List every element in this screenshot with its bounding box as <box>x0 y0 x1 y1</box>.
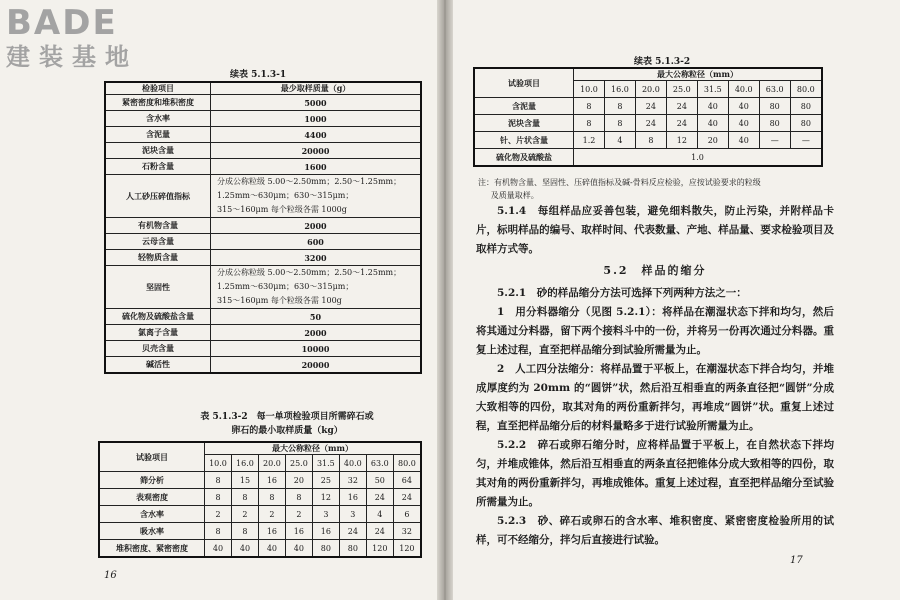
logo-wordmark: BADE <box>6 3 118 43</box>
table1 <box>104 81 422 374</box>
table3-cell-value: 8 <box>604 115 635 132</box>
table2-cell-value: 2 <box>231 506 258 523</box>
table2-cell-item: 表观密度 <box>99 489 205 506</box>
table3-note-line1: 注：有机物含量、坚固性、压碎值指标及碱-骨料反应检验，应按试验要求的粒级 <box>478 178 761 187</box>
table2-row <box>99 472 421 489</box>
section-5-1-4 <box>476 202 834 259</box>
table2-cell-item: 吸水率 <box>99 523 205 540</box>
table2-cell-value: 50 <box>366 472 393 489</box>
table1-cell-item: 硫化物及硫酸盐含量 <box>105 309 211 325</box>
table2-size-header: 16.0 <box>231 455 258 472</box>
table2-row <box>99 523 421 540</box>
table3-row <box>474 132 822 149</box>
table2-size-header: 25.0 <box>285 455 312 472</box>
table3-cell-value: — <box>790 132 822 149</box>
table2-cell-value: 2 <box>205 506 232 523</box>
para-5-2-3: 5.2.3 砂、碎石或卵石的含水率、堆积密度、紧密密度检验所用的试样，可不经缩分，拌匀后直接进行试验。 <box>476 515 834 546</box>
table2-cell-value: 16 <box>285 523 312 540</box>
table2-cell-value: 15 <box>231 472 258 489</box>
table2 <box>98 441 422 558</box>
table1-row <box>105 325 421 341</box>
table1-row <box>105 266 421 309</box>
table1-row <box>105 95 421 111</box>
table1-cell-value: 50 <box>211 309 422 325</box>
table2-cell-value: 4 <box>366 506 393 523</box>
table1-cell-value: 4400 <box>211 127 422 143</box>
book-gutter <box>437 0 453 600</box>
table3-note-line2: 及质量取样。 <box>490 191 539 200</box>
table3-cell-value: 8 <box>574 115 605 132</box>
table3-cell-value: 80 <box>790 98 822 115</box>
table1-row <box>105 127 421 143</box>
table1-cell-value: 600 <box>211 234 422 250</box>
table2-cell-value: 12 <box>312 489 339 506</box>
para-5-2-1-item1: 1 用分料器缩分（见图 5.2.1）：将样品在潮湿状态下拌和均匀，然后将其通过分料器，留下两个接料斗中的一份，并将另一份再次通过分料器。重复上述过程，直至把样品缩分到试验所需量为止。 <box>476 306 834 356</box>
table2-caption-line2: 卵石的最小取样质量（kg） <box>231 426 343 436</box>
table1-cell-item: 有机物含量 <box>105 218 211 234</box>
table3-size-header: 10.0 <box>574 81 605 98</box>
table3-cell-item: 泥块含量 <box>474 115 574 132</box>
table3-cell-value: 80 <box>790 115 822 132</box>
para-5-2-1: 5.2.1 砂的样品缩分方法可选择下列两种方法之一： <box>497 287 747 299</box>
table2-header-group: 最大公称粒径（mm） <box>205 442 422 455</box>
section-5-2-body <box>476 284 834 550</box>
table1-cell-value-line: 315～160μm 每个粒级各需 100g <box>217 296 342 305</box>
table1-cell-value-line: 分成公称粒级 5.00～2.50mm；2.50～1.25mm； <box>217 177 402 186</box>
table1-cell-item: 含泥量 <box>105 127 211 143</box>
table2-cell-item: 堆积密度、紧密密度 <box>99 540 205 558</box>
table3-cell-value: 80 <box>759 98 790 115</box>
table2-cell-value: 16 <box>339 489 366 506</box>
table1-row <box>105 234 421 250</box>
table1-cell-value-line: 分成公称粒级 5.00～2.50mm；2.50～1.25mm； <box>217 268 402 277</box>
table2-row <box>99 540 421 558</box>
logo-subtitle: 建装基地 <box>6 43 138 71</box>
table1-row <box>105 309 421 325</box>
table2-cell-value: 25 <box>312 472 339 489</box>
table3-cell-value: 8 <box>635 132 666 149</box>
table2-cell-value: 24 <box>366 523 393 540</box>
table2-cell-value: 16 <box>312 523 339 540</box>
table3-cell-value: 80 <box>759 115 790 132</box>
table2-cell-value: 40 <box>231 540 258 558</box>
table3-row <box>474 98 822 115</box>
table3-merged-value: 1.0 <box>574 149 823 167</box>
table2-cell-value: 6 <box>393 506 421 523</box>
para-5-2-1-item2: 2 人工四分法缩分：将样品置于平板上，在潮湿状态下拌合均匀，并堆成厚度约为 20mm 的“圆饼”状，然后沿互相垂直的两条直径把“圆饼”分成大致相等的四份，取其对角的两份重新拌匀，再堆成“圆饼”状。重复上述过程，直至把样品缩分后的材料量略多于进行试验所需量为止。 <box>476 363 834 432</box>
section-heading-5-2: 5.2 样品的缩分 <box>603 264 707 277</box>
table2-cell-value: 16 <box>258 523 285 540</box>
table3-note <box>478 176 828 202</box>
table3-cell-value: — <box>759 132 790 149</box>
table2-cell-value: 120 <box>366 540 393 558</box>
table2-cell-value: 24 <box>339 523 366 540</box>
table3-cell-value: 40 <box>728 98 759 115</box>
table1-cell-value: 2000 <box>211 325 422 341</box>
para-5-1-4: 5.1.4 每组样品应妥善包装，避免细料散失，防止污染，并附样品卡片，标明样品的编号、取样时间、代表数量、产地、样品量、要求检验项目及取样方式等。 <box>476 205 834 255</box>
table2-cell-value: 8 <box>231 523 258 540</box>
table2-cell-value: 64 <box>393 472 421 489</box>
table2-cell-value: 40 <box>258 540 285 558</box>
table3-cell-value: 24 <box>635 98 666 115</box>
table3-caption: 续表 5.1.3-2 <box>634 57 691 67</box>
table3-header-group: 最大公称粒径（mm） <box>574 68 823 81</box>
para-5-2-2: 5.2.2 碎石或卵石缩分时，应将样品置于平板上，在自然状态下拌均匀，并堆成锥体，然后沿互相垂直的两条直径把锥体分成大致相等的四份，取其对角的两份重新拌匀，再堆成锥体。重复上述过程，直至把样品缩分至试验所需量为止。 <box>476 439 834 508</box>
table3-cell-value: 40 <box>697 98 728 115</box>
table3-size-header: 63.0 <box>759 81 790 98</box>
table2-cell-value: 80 <box>312 540 339 558</box>
table2-cell-value: 2 <box>258 506 285 523</box>
table3-size-header: 80.0 <box>790 81 822 98</box>
table3-size-header: 16.0 <box>604 81 635 98</box>
table1-cell-item: 含水率 <box>105 111 211 127</box>
table3-merged-item: 硫化物及硫酸盐 <box>474 149 574 167</box>
table1-cell-value: 1600 <box>211 159 422 175</box>
table1-row <box>105 250 421 266</box>
table2-cell-item: 筛分析 <box>99 472 205 489</box>
table2-cell-value: 32 <box>339 472 366 489</box>
table1-cell-item: 紧密密度和堆积密度 <box>105 95 211 111</box>
table2-cell-value: 80 <box>339 540 366 558</box>
table1-cell-item: 云母含量 <box>105 234 211 250</box>
table3-row-sulfide <box>474 149 822 167</box>
table3-cell-value: 4 <box>604 132 635 149</box>
table2-cell-value: 8 <box>285 489 312 506</box>
table3-size-header: 25.0 <box>666 81 697 98</box>
table2-cell-value: 8 <box>258 489 285 506</box>
table3 <box>473 67 823 167</box>
table2-size-header: 10.0 <box>205 455 232 472</box>
table1-cell-item: 氯离子含量 <box>105 325 211 341</box>
table3-cell-value: 8 <box>604 98 635 115</box>
table1-cell-value-line: 315～160μm 每个粒级各需 1000g <box>217 205 347 214</box>
table3-row <box>474 115 822 132</box>
table2-cell-value: 3 <box>339 506 366 523</box>
table1-cell-value: 20000 <box>211 357 422 374</box>
table2-cell-value: 8 <box>205 523 232 540</box>
table2-cell-item: 含水率 <box>99 506 205 523</box>
table1-cell-item: 碱活性 <box>105 357 211 374</box>
table1-cell-value: 2000 <box>211 218 422 234</box>
table2-cell-value: 32 <box>393 523 421 540</box>
table1-cell-value-line: 1.25mm～630μm；630～315μm； <box>217 282 354 291</box>
table1-row <box>105 341 421 357</box>
table3-cell-value: 40 <box>728 115 759 132</box>
table2-size-header: 63.0 <box>366 455 393 472</box>
table1-header-value: 最少取样质量（g） <box>211 82 422 95</box>
table3-cell-item: 针、片状含量 <box>474 132 574 149</box>
table2-cell-value: 3 <box>312 506 339 523</box>
bade-logo <box>6 4 176 72</box>
table2-cell-value: 40 <box>285 540 312 558</box>
table3-cell-value: 1.2 <box>574 132 605 149</box>
table1-cell-value: 3200 <box>211 250 422 266</box>
table3-size-header: 40.0 <box>728 81 759 98</box>
table3-cell-value: 20 <box>697 132 728 149</box>
table3-cell-value: 24 <box>666 115 697 132</box>
table2-cell-value: 24 <box>393 489 421 506</box>
table1-row <box>105 111 421 127</box>
table3-cell-value: 8 <box>574 98 605 115</box>
table1-cell-value: 5000 <box>211 95 422 111</box>
table2-caption-line1: 表 5.1.3-2 每一单项检验项目所需碎石或 <box>200 412 374 422</box>
table2-cell-value: 8 <box>205 472 232 489</box>
table2-cell-value: 8 <box>231 489 258 506</box>
table2-cell-value: 120 <box>393 540 421 558</box>
table2-row <box>99 506 421 523</box>
table2-cell-value: 40 <box>205 540 232 558</box>
table3-header-item: 试验项目 <box>474 68 574 98</box>
table1-cell-value: 20000 <box>211 143 422 159</box>
table2-caption <box>152 410 422 438</box>
table3-cell-value: 40 <box>697 115 728 132</box>
table1-cell-value-line: 1.25mm～630μm；630～315μm； <box>217 191 354 200</box>
table2-cell-value: 2 <box>285 506 312 523</box>
table3-size-header: 20.0 <box>635 81 666 98</box>
table2-cell-value: 20 <box>285 472 312 489</box>
table1-caption: 续表 5.1.3-1 <box>230 70 287 80</box>
table1-cell-item: 轻物质含量 <box>105 250 211 266</box>
table1-cell-item: 人工砂压碎值指标 <box>105 175 211 218</box>
table2-header-item: 试验项目 <box>99 442 205 472</box>
table1-row <box>105 175 421 218</box>
table1-cell-value: 1000 <box>211 111 422 127</box>
table3-cell-value: 12 <box>666 132 697 149</box>
table1-cell-item: 泥块含量 <box>105 143 211 159</box>
table1-row <box>105 218 421 234</box>
table1-header-item: 检验项目 <box>105 82 211 95</box>
table1-cell-value: 10000 <box>211 341 422 357</box>
table2-size-header: 20.0 <box>258 455 285 472</box>
table1-cell-item: 坚固性 <box>105 266 211 309</box>
table2-row <box>99 489 421 506</box>
table1-row <box>105 143 421 159</box>
table1-cell-item: 贝壳含量 <box>105 341 211 357</box>
table1-row <box>105 357 421 374</box>
table1-cell-value <box>211 175 422 218</box>
table2-cell-value: 8 <box>205 489 232 506</box>
table2-cell-value: 24 <box>366 489 393 506</box>
table2-size-header: 31.5 <box>312 455 339 472</box>
table3-cell-value: 40 <box>728 132 759 149</box>
table2-size-header: 40.0 <box>339 455 366 472</box>
table3-cell-item: 含泥量 <box>474 98 574 115</box>
left-page <box>0 0 447 600</box>
table3-cell-value: 24 <box>666 98 697 115</box>
table2-size-header: 80.0 <box>393 455 421 472</box>
table1-row <box>105 159 421 175</box>
table2-cell-value: 16 <box>258 472 285 489</box>
table1-cell-item: 石粉含量 <box>105 159 211 175</box>
table3-cell-value: 24 <box>635 115 666 132</box>
page-number-left: 16 <box>104 570 117 581</box>
page-number-right: 17 <box>790 555 803 566</box>
table1-cell-value <box>211 266 422 309</box>
table3-size-header: 31.5 <box>697 81 728 98</box>
